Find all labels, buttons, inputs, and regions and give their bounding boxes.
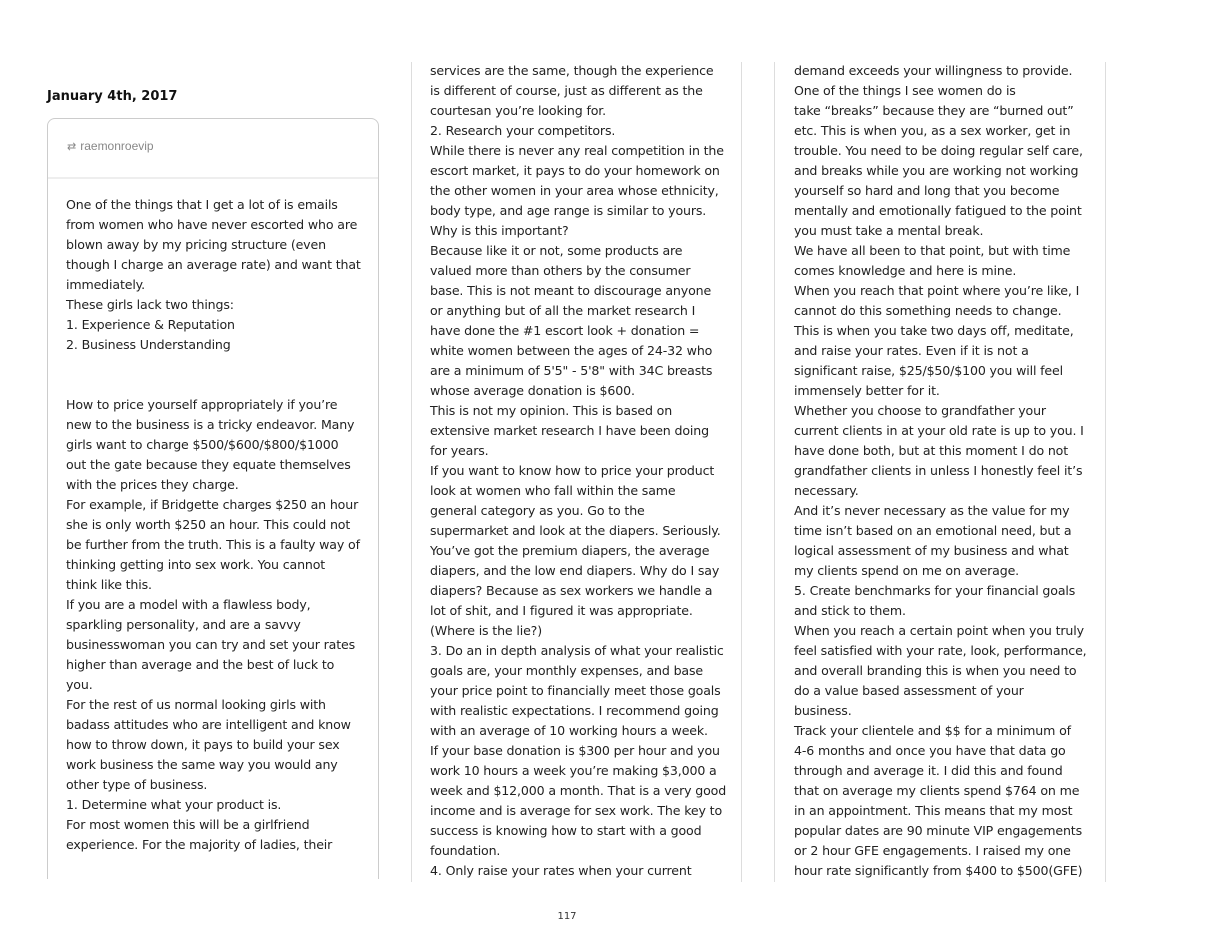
text-line: badass attitudes who are intelligent and know bbox=[66, 717, 351, 732]
text-line: If you want to know how to price your product bbox=[430, 463, 715, 478]
text-line: businesswoman you can try and set your rates bbox=[66, 637, 356, 652]
text-line: Because like it or not, some products are bbox=[430, 243, 683, 258]
text-line: One of the things I see women do is bbox=[794, 83, 1016, 98]
text-line: supermarket and look at the diapers. Seriously. bbox=[430, 523, 721, 538]
text-line: How to price yourself appropriately if you’re bbox=[66, 397, 338, 412]
text-line bbox=[66, 355, 361, 375]
text-line: look at women who fall within the same bbox=[430, 483, 676, 498]
text-line: though I charge an average rate) and want that bbox=[66, 257, 361, 272]
text-line: take “breaks” because they are “burned out” bbox=[794, 103, 1074, 118]
text-line: trouble. You need to be doing regular self care, bbox=[794, 143, 1083, 158]
text-line: This is when you take two days off, meditate, bbox=[794, 323, 1074, 338]
column-divider bbox=[1105, 62, 1106, 882]
text-line: grandfather clients in unless I honestly feel it’s bbox=[794, 463, 1083, 478]
text-line: have done both, but at this moment I do not bbox=[794, 443, 1069, 458]
post-body-column-3 bbox=[794, 61, 1087, 881]
text-line: or 2 hour GFE engagements. I raised my one bbox=[794, 843, 1071, 858]
text-line: from women who have never escorted who are bbox=[66, 217, 358, 232]
text-line: foundation. bbox=[430, 843, 501, 858]
text-line: general category as you. Go to the bbox=[430, 503, 645, 518]
text-line: and overall branding this is when you need to bbox=[794, 663, 1077, 678]
text-line: While there is never any real competition in the bbox=[430, 143, 724, 158]
text-line: with realistic expectations. I recommend going bbox=[430, 703, 719, 718]
text-line: success is knowing how to start with a good bbox=[430, 823, 702, 838]
text-line: 2. Business Understanding bbox=[66, 337, 231, 352]
text-line: diapers? Because as sex workers we handle a bbox=[430, 583, 713, 598]
text-line: Whether you choose to grandfather your bbox=[794, 403, 1046, 418]
text-line: If your base donation is $300 per hour and you bbox=[430, 743, 720, 758]
text-line: time isn’t based on an emotional need, but a bbox=[794, 523, 1072, 538]
text-line bbox=[66, 375, 361, 395]
text-line: demand exceeds your willingness to provide. bbox=[794, 63, 1073, 78]
text-line: mentally and emotionally fatigued to the point bbox=[794, 203, 1082, 218]
text-line: escort market, it pays to do your homework on bbox=[430, 163, 720, 178]
text-line: thinking getting into sex work. You cannot bbox=[66, 557, 326, 572]
text-line: immediately. bbox=[66, 277, 146, 292]
text-line: and breaks while you are working not working bbox=[794, 163, 1079, 178]
text-line: think like this. bbox=[66, 577, 152, 592]
text-line: necessary. bbox=[794, 483, 859, 498]
page-number: 117 bbox=[557, 911, 577, 922]
post-body-column-2 bbox=[430, 61, 726, 881]
text-line: Why is this important? bbox=[430, 223, 569, 238]
text-line: base. This is not meant to discourage anyone bbox=[430, 283, 712, 298]
text-line: extensive market research I have been doing bbox=[430, 423, 709, 438]
text-line: work 10 hours a week you’re making $3,000 a bbox=[430, 763, 717, 778]
text-line: popular dates are 90 minute VIP engagements bbox=[794, 823, 1083, 838]
text-line: other type of business. bbox=[66, 777, 208, 792]
text-line: yourself so hard and long that you become bbox=[794, 183, 1060, 198]
text-line: 5. Create benchmarks for your financial goals bbox=[794, 583, 1076, 598]
text-line: 4-6 months and once you have that data go bbox=[794, 743, 1066, 758]
text-line: significant raise, $25/$50/$100 you will feel bbox=[794, 363, 1063, 378]
text-line: and raise your rates. Even if it is not a bbox=[794, 343, 1029, 358]
text-line: You’ve got the premium diapers, the average bbox=[430, 543, 710, 558]
text-line: feel satisfied with your rate, look, performance, bbox=[794, 643, 1087, 658]
text-line: When you reach that point where you’re like, I bbox=[794, 283, 1080, 298]
text-line: my clients spend on me on average. bbox=[794, 563, 1020, 578]
text-line: 1. Determine what your product is. bbox=[66, 797, 282, 812]
text-line: is different of course, just as different as the bbox=[430, 83, 703, 98]
text-line: with an average of 10 working hours a week. bbox=[430, 723, 708, 738]
column-divider bbox=[411, 62, 412, 882]
text-line: do a value based assessment of your bbox=[794, 683, 1024, 698]
text-line: This is not my opinion. This is based on bbox=[430, 403, 673, 418]
text-line: For example, if Bridgette charges $250 an hour bbox=[66, 497, 359, 512]
text-line: out the gate because they equate themselves bbox=[66, 457, 351, 472]
text-line: income and is average for sex work. The key to bbox=[430, 803, 723, 818]
text-line: current clients in at your old rate is up to you. I bbox=[794, 423, 1084, 438]
text-line: the other women in your area whose ethnicity, bbox=[430, 183, 719, 198]
text-line: she is only worth $250 an hour. This could not bbox=[66, 517, 351, 532]
text-line: hour rate significantly from $400 to $500(GFE) bbox=[794, 863, 1083, 878]
text-line: have done the #1 escort look + donation = bbox=[430, 323, 700, 338]
text-line: valued more than others by the consumer bbox=[430, 263, 691, 278]
text-line: be further from the truth. This is a faulty way of bbox=[66, 537, 360, 552]
text-line: higher than average and the best of luck to bbox=[66, 657, 335, 672]
text-line: These girls lack two things: bbox=[66, 297, 234, 312]
column-divider bbox=[741, 62, 742, 882]
text-line: in an appointment. This means that my most bbox=[794, 803, 1073, 818]
text-line: For most women this will be a girlfriend bbox=[66, 817, 310, 832]
text-line: diapers, and the low end diapers. Why do I say bbox=[430, 563, 720, 578]
reblog-icon: ⇄ bbox=[67, 141, 77, 153]
text-line: through and average it. I did this and found bbox=[794, 763, 1063, 778]
text-line: When you reach a certain point when you truly bbox=[794, 623, 1084, 638]
text-line: And it’s never necessary as the value for my bbox=[794, 503, 1070, 518]
text-line: 2. Research your competitors. bbox=[430, 123, 616, 138]
text-line: for years. bbox=[430, 443, 489, 458]
text-line: how to throw down, it pays to build your sex bbox=[66, 737, 340, 752]
text-line: services are the same, though the experience bbox=[430, 63, 714, 78]
text-line: For the rest of us normal looking girls with bbox=[66, 697, 326, 712]
text-line: that on average my clients spend $764 on me bbox=[794, 783, 1080, 798]
text-line: whose average donation is $600. bbox=[430, 383, 635, 398]
text-line: logical assessment of my business and what bbox=[794, 543, 1069, 558]
text-line: are a minimum of 5'5" - 5'8" with 34C breasts bbox=[430, 363, 713, 378]
text-line: lot of shit, and I figured it was appropriate. bbox=[430, 603, 693, 618]
text-line: girls want to charge $500/$600/$800/$1000 bbox=[66, 437, 339, 452]
text-line: sparkling personality, and are a savvy bbox=[66, 617, 301, 632]
text-line: new to the business is a tricky endeavor. Many bbox=[66, 417, 355, 432]
text-line: white women between the ages of 24-32 who bbox=[430, 343, 713, 358]
text-line: etc. This is when you, as a sex worker, get in bbox=[794, 123, 1071, 138]
text-line: body type, and age range is similar to yours. bbox=[430, 203, 707, 218]
text-line: We have all been to that point, but with time bbox=[794, 243, 1071, 258]
text-line: Track your clientele and $$ for a minimum of bbox=[794, 723, 1071, 738]
post-header bbox=[48, 119, 378, 179]
column-divider bbox=[774, 62, 775, 882]
text-line: you must take a mental break. bbox=[794, 223, 984, 238]
reblog-source[interactable] bbox=[67, 139, 154, 153]
text-line: you. bbox=[66, 677, 93, 692]
text-line: One of the things that I get a lot of is emails bbox=[66, 197, 338, 212]
text-line: comes knowledge and here is mine. bbox=[794, 263, 1017, 278]
text-line: 4. Only raise your rates when your current bbox=[430, 863, 692, 878]
text-line: work business the same way you would any bbox=[66, 757, 338, 772]
text-line: 1. Experience & Reputation bbox=[66, 317, 235, 332]
reblog-post-card bbox=[47, 118, 379, 879]
text-line: experience. For the majority of ladies, their bbox=[66, 837, 333, 852]
text-line: with the prices they charge. bbox=[66, 477, 239, 492]
text-line: If you are a model with a flawless body, bbox=[66, 597, 311, 612]
text-line: week and $12,000 a month. That is a very good bbox=[430, 783, 727, 798]
reblog-username: raemonroevip bbox=[80, 139, 154, 153]
text-line: immensely better for it. bbox=[794, 383, 940, 398]
text-line: courtesan you’re looking for. bbox=[430, 103, 607, 118]
text-line: cannot do this something needs to change. bbox=[794, 303, 1062, 318]
post-body-column-1 bbox=[66, 195, 361, 855]
text-line: or anything but of all the market research I bbox=[430, 303, 696, 318]
text-line: and stick to them. bbox=[794, 603, 906, 618]
text-line: your price point to financially meet those goals bbox=[430, 683, 721, 698]
post-date: January 4th, 2017 bbox=[47, 89, 178, 104]
text-line: goals are, your monthly expenses, and base bbox=[430, 663, 704, 678]
text-line: business. bbox=[794, 703, 852, 718]
text-line: 3. Do an in depth analysis of what your realistic bbox=[430, 643, 724, 658]
text-line: (Where is the lie?) bbox=[430, 623, 542, 638]
text-line: blown away by my pricing structure (even bbox=[66, 237, 326, 252]
